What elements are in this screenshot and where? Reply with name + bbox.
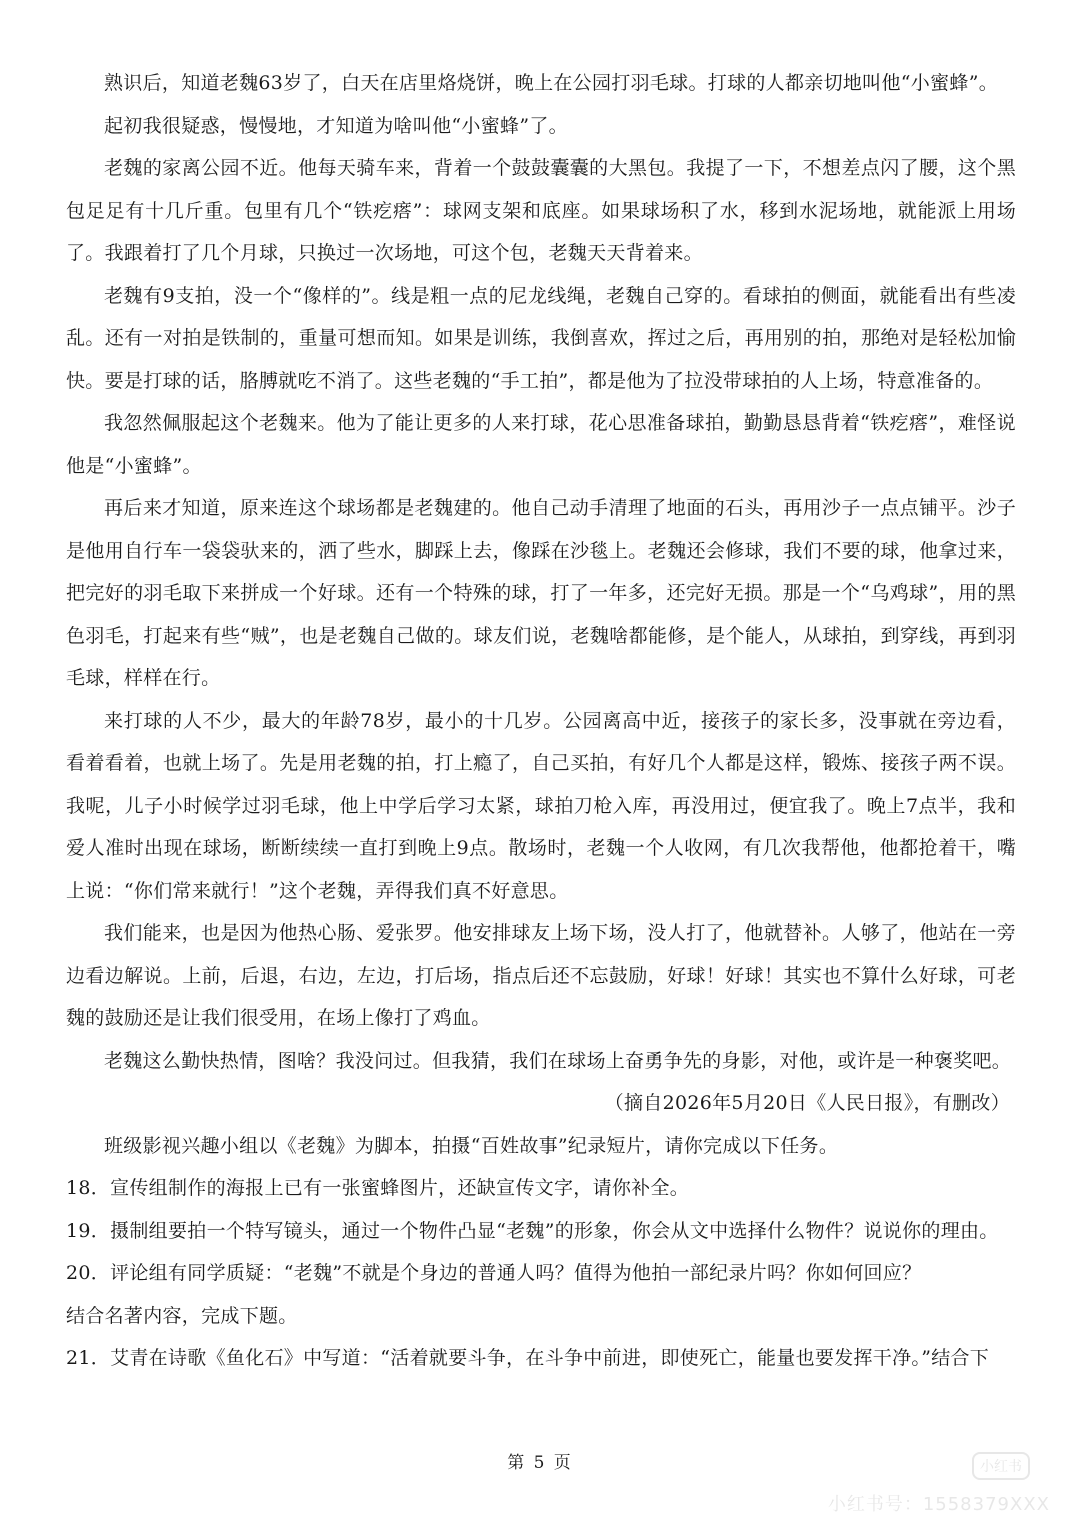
paragraph-7: 来打球的人不少，最大的年龄78岁，最小的十几岁。公园离高中近，接孩子的家长多，没事就在旁边看，看着看着，也就上场了。先是用老魏的拍，打上瘾了，自己买拍，有好几个人都是这样，锻炼、接孩子两不误。我呢，儿子小时候学过羽毛球，他上中学后学习太紧，球拍刀枪入库，再没用过，便宜我了。晚上7点半，我和爱人准时出现在球场，断断续续一直打到晚上9点。散场时，老魏一个人收网，有几次我帮他，他都抢着干，嘴上说：“你们常来就行！”这个老魏，弄得我们真不好意思。 <box>66 709 1016 902</box>
paragraph-2: 起初我很疑惑，慢慢地，才知道为啥叫他“小蜜蜂”了。 <box>104 114 568 137</box>
source-citation: （摘自2026年5月20日《人民日报》，有删改） <box>604 1092 1010 1114</box>
paragraph-8: 我们能来，也是因为他热心肠、爱张罗。他安排球友上场下场，没人打了，他就替补。人够了，他站在一旁边看边解说。上前，后退，右边，左边，打后场，指点后还不忘鼓励，好球！好球！其实也不算什么好球，可老魏的鼓励还是让我们很受用，在场上像打了鸡血。 <box>66 922 1016 1029</box>
paragraph-3: 老魏的家离公园不近。他每天骑车来，背着一个鼓鼓囊囊的大黑包。我提了一下，不想差点闪了腰，这个黑包足足有十几斤重。包里有几个“铁疙瘩”：球网支架和底座。如果球场积了水，移到水泥场地，就能派上用场了。我跟着打了几个月球，只换过一次场地，可这个包，老魏天天背着来。 <box>66 157 1016 264</box>
question-20: 20．评论组有同学质疑：“老魏”不就是个身边的普通人吗？值得为他拍一部纪录片吗？你如何回应？ <box>66 1262 922 1284</box>
section-instruction: 结合名著内容，完成下题。 <box>66 1304 298 1327</box>
paragraph-1: 熟识后，知道老魏63岁了，白天在店里烙烧饼，晚上在公园打羽毛球。打球的人都亲切地叫他“小蜜蜂”。 <box>104 72 999 94</box>
paragraph-5: 我忽然佩服起这个老魏来。他为了能让更多的人来打球，花心思准备球拍，勤勤恳恳背着“铁疙瘩”，难怪说他是“小蜜蜂”。 <box>66 412 1016 477</box>
watermark-text: 小红书号：1558379XXX <box>827 1494 1050 1515</box>
paragraph-4: 老魏有9支拍，没一个“像样的”。线是粗一点的尼龙线绳，老魏自己穿的。看球拍的侧面，就能看出有些凌乱。还有一对拍是铁制的，重量可想而知。如果是训练，我倒喜欢，挥过之后，再用别的拍，那绝对是轻松加愉快。要是打球的话，胳膊就吃不消了。这些老魏的“手工拍”，都是他为了拉没带球拍的人上场，特意准备的。 <box>66 284 1016 392</box>
paragraph-9: 老魏这么勤快热情，图啥？我没问过。但我猜，我们在球场上奋勇争先的身影，对他，或许是一种褒奖吧。 <box>104 1049 1012 1072</box>
page-content <box>66 62 1016 1380</box>
paragraph-6: 再后来才知道，原来连这个球场都是老魏建的。他自己动手清理了地面的石头，再用沙子一点点铺平。沙子是他用自行车一袋袋驮来的，洒了些水，脚踩上去，像踩在沙毯上。老魏还会修球，我们不要的球，他拿过来，把完好的羽毛取下来拼成一个好球。还有一个特殊的球，打了一年多，还完好无损。那是一个“乌鸡球”，用的黑色羽毛，打起来有些“贼”，也是老魏自己做的。球友们说，老魏啥都能修，是个能人，从球拍，到穿线，再到羽毛球，样样在行。 <box>66 497 1016 689</box>
page-number: 第 5 页 <box>507 1453 573 1473</box>
question-21: 21．艾青在诗歌《鱼化石》中写道：“活着就要斗争，在斗争中前进，即使死亡，能量也要发挥干净。”结合下 <box>66 1347 990 1369</box>
task-intro: 班级影视兴趣小组以《老魏》为脚本，拍摄“百姓故事”纪录短片，请你完成以下任务。 <box>104 1134 839 1157</box>
question-18: 18．宣传组制作的海报上已有一张蜜蜂图片，还缺宣传文字，请你补全。 <box>66 1177 690 1199</box>
question-19: 19．摄制组要拍一个特写镜头，通过一个物件凸显“老魏”的形象，你会从文中选择什么物件？说说你的理由。 <box>66 1219 999 1242</box>
watermark-badge: 小红书 <box>972 1452 1030 1480</box>
